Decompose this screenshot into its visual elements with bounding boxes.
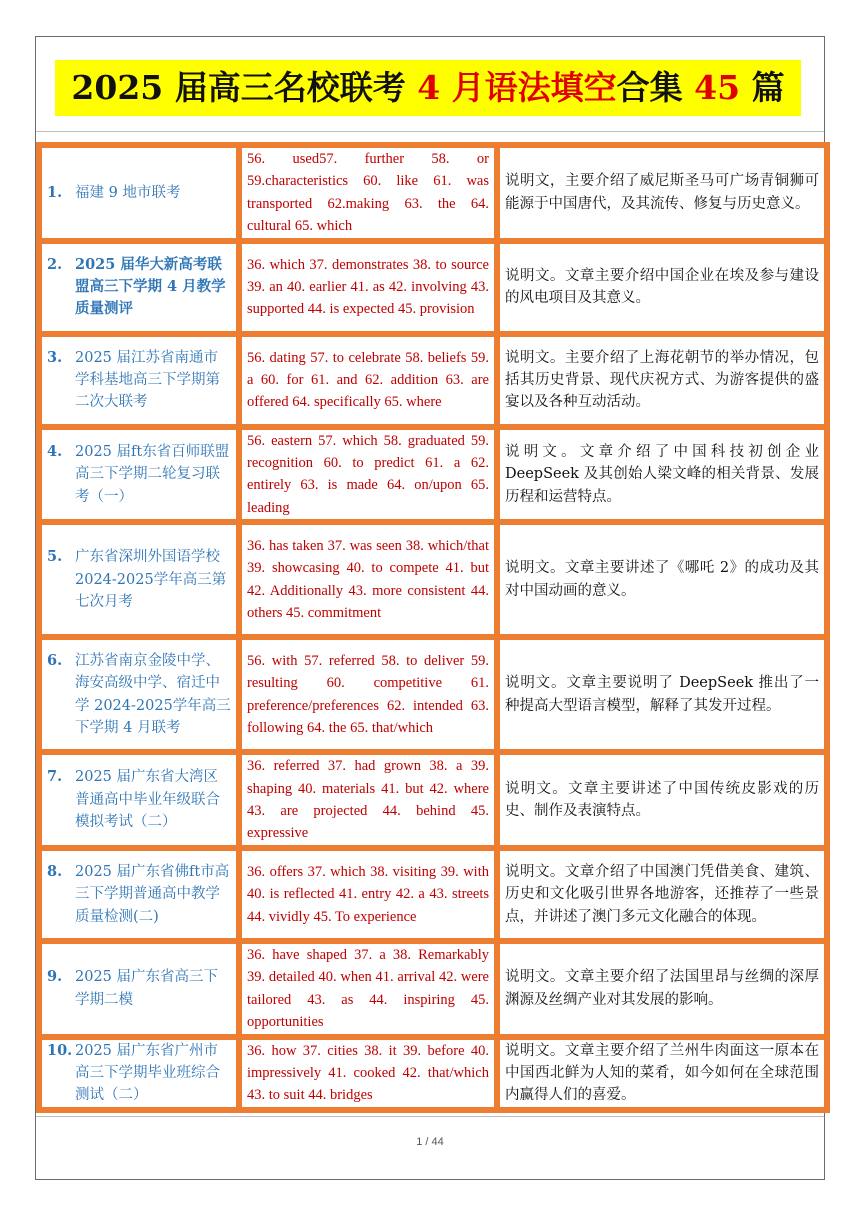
source-text: 2025 届江苏省南通市学科基地高三下学期第二次大联考 [75,349,220,411]
source-cell [39,427,239,523]
answers-cell: 56. dating 57. to celebrate 58. beliefs 59. a 60. for 61. and 62. addition 63. are offered 64. specifically 65. where [239,334,497,427]
source-cell [39,145,239,241]
source-text: 广东省深圳外国语学校2024-2025学年高三第七次月考 [75,549,227,610]
table-row [39,334,827,427]
row-number: 4. [47,442,63,460]
source-cell [39,334,239,427]
title-part-2: 4 月语法填空 [417,68,617,107]
row-number: 2. [47,255,63,273]
source-cell [39,241,239,334]
title-part-5: 篇 [740,68,785,107]
row-number: 7. [47,768,63,786]
answers-cell: 56. used57. further 58. or 59.characteristics 60. like 61. was transported 62.making 63. the 64. cultural 65. which [239,145,497,241]
source-text: 2025 届广东省大湾区普通高中毕业年级联合模拟考试（二） [75,769,220,831]
answers-cell: 36. have shaped 37. a 38. Remarkably 39. detailed 40. when 41. arrival 42. were tailored 43. as 44. inspiring 45. opportunities [239,941,497,1037]
answer-table [36,142,830,1113]
summary-cell: 说明文，主要介绍了威尼斯圣马可广场青铜狮可能源于中国唐代，及其流传、修复与历史意义。 [497,145,827,241]
header-divider [36,131,824,132]
answers-cell: 56. eastern 57. which 58. graduated 59. recognition 60. to predict 61. a 62. entirely 63. is made 64. on/upon 65. leading [239,427,497,523]
table-row [39,752,827,848]
table-row [39,848,827,941]
footer-divider [36,1116,824,1117]
title-part-3: 合集 [616,68,695,107]
row-number: 10. [47,1041,73,1059]
source-cell [39,752,239,848]
document-title [55,60,801,116]
answers-cell: 36. offers 37. which 38. visiting 39. with 40. is reflected 41. entry 42. a 43. streets 44. vividly 45. To experience [239,848,497,941]
title-part-1: 2025 届高三名校联考 [71,68,418,107]
source-text: 2025 届华大新高考联盟高三下学期 4 月教学质量测评 [75,255,226,318]
source-cell [39,522,239,637]
table-row [39,637,827,752]
summary-cell: 说明文。文章主要介绍了兰州牛肉面这一原本在中国西北鲜为人知的菜肴，如今如何在全球范围内赢得人们的喜爱。 [497,1037,827,1110]
table-row [39,1037,827,1110]
table-row [39,522,827,637]
source-text: 2025 届广东省佛ft市高三下学期普通高中教学质量检测(二) [75,863,230,925]
table-row [39,145,827,241]
summary-cell: 说明文。文章介绍了中国科技初创企业DeepSeek 及其创始人梁文峰的相关背景、发展历程和运营特点。 [497,427,827,523]
table-row [39,241,827,334]
answers-cell: 36. referred 37. had grown 38. a 39. shaping 40. materials 41. but 42. where 43. are projected 44. behind 45. expressive [239,752,497,848]
row-number: 9. [47,968,63,986]
title-part-4: 45 [694,68,741,107]
summary-cell: 说明文。文章主要说明了 DeepSeek 推出了一种提高大型语言模型，解释了其发开过程。 [497,637,827,752]
page-number: 1 / 44 [416,1136,444,1148]
answers-cell: 36. which 37. demonstrates 38. to source 39. an 40. earlier 41. as 42. involving 43. supported 44. is expected 45. provision [239,241,497,334]
row-number: 5. [47,548,63,566]
source-text: 福建 9 地市联考 [75,184,181,201]
summary-cell: 说明文。文章主要介绍了法国里昂与丝绸的深厚渊源及丝绸产业对其发展的影响。 [497,941,827,1037]
source-cell [39,1037,239,1110]
summary-cell: 说明文。文章介绍了中国澳门凭借美食、建筑、历史和文化吸引世界各地游客，还推荐了一些景点，并讲述了澳门多元文化融合的体现。 [497,848,827,941]
source-text: 江苏省南京金陵中学、海安高级中学、宿迁中学 2024-2025学年高三下学期 4 月联考 [75,652,231,737]
source-cell [39,637,239,752]
summary-cell: 说明文。文章主要介绍中国企业在埃及参与建设的风电项目及其意义。 [497,241,827,334]
row-number: 1. [47,183,63,201]
answers-cell: 36. has taken 37. was seen 38. which/that 39. showcasing 40. to compete 41. but 42. Additionally 43. more consistent 44. others 45. commitment [239,522,497,637]
table-row [39,427,827,523]
source-cell [39,941,239,1037]
summary-cell: 说明文。文章主要讲述了中国传统皮影戏的历史、制作及表演特点。 [497,752,827,848]
source-cell [39,848,239,941]
source-text: 2025 届ft东省百师联盟高三下学期二轮复习联考（一） [75,443,230,505]
answers-cell: 56. with 57. referred 58. to deliver 59. resulting 60. competitive 61. preference/preferences 62. intended 63. following 64. the 65. that/which [239,637,497,752]
source-text: 2025 届广东省高三下学期二模 [75,969,219,1008]
summary-cell: 说明文。文章主要讲述了《哪吒 2》的成功及其对中国动画的意义。 [497,522,827,637]
source-text: 2025 届广东省广州市高三下学期毕业班综合测试（二） [75,1042,220,1104]
answers-cell: 36. how 37. cities 38. it 39. before 40. impressively 41. cooked 42. that/which 43. to suit 44. bridges [239,1037,497,1110]
row-number: 3. [47,348,63,366]
row-number: 6. [47,651,63,669]
summary-cell: 说明文。主要介绍了上海花朝节的举办情况，包括其历史背景、现代庆祝方式、为游客提供的盛宴以及各种互动活动。 [497,334,827,427]
table-row [39,941,827,1037]
row-number: 8. [47,862,63,880]
